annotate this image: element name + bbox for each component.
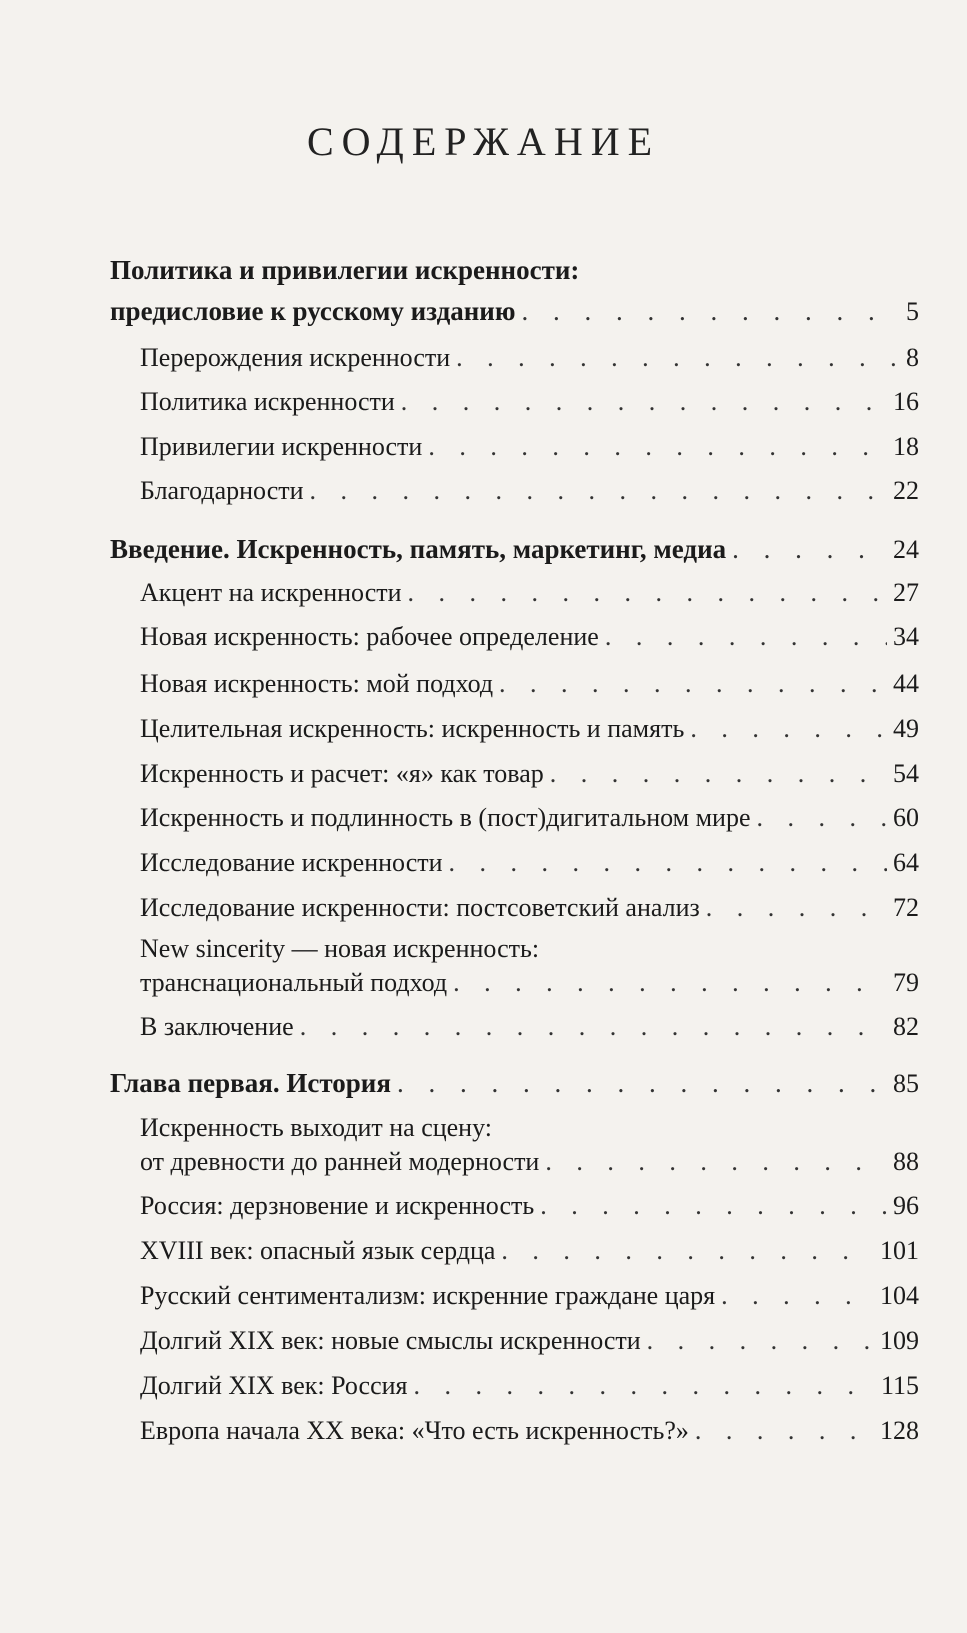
leader-dots: [449, 848, 887, 878]
leader-dots: [690, 714, 887, 744]
toc-page-number: 27: [893, 578, 919, 607]
leader-dots: [414, 1371, 875, 1401]
toc-page-number: 54: [893, 759, 919, 788]
toc-page-number: 79: [893, 968, 919, 997]
toc-entry-title: Привилегии искренности: [140, 432, 423, 461]
leader-dots: [522, 296, 900, 327]
leader-dots: [695, 1416, 874, 1446]
toc-page-number: 16: [893, 387, 919, 416]
toc-page-number: 85: [893, 1069, 919, 1098]
toc-entry: [140, 476, 919, 506]
toc-entry-title: транснациональный подход: [140, 968, 448, 997]
leader-dots: [456, 343, 900, 373]
toc-entry-title: Перерождения искренности: [140, 343, 451, 372]
toc-entry-title: Исследование искренности: постсоветский анализ: [140, 893, 700, 922]
toc-page-number: 18: [893, 432, 919, 461]
toc-entry-title: Русский сентиментализм: искренние граждане царя: [140, 1281, 716, 1310]
toc-entry-title-line1: Искренность выходит на сцену:: [140, 1113, 492, 1142]
toc-entry: [140, 1326, 919, 1356]
toc-entry: [140, 1416, 919, 1446]
toc-page-number: 60: [893, 803, 919, 832]
leader-dots: [428, 432, 887, 462]
toc-page-number: 5: [906, 297, 919, 326]
toc-entry: [140, 343, 919, 373]
toc-entry: [140, 1012, 919, 1042]
page-title: СОДЕРЖАНИЕ: [306, 119, 661, 164]
toc-entry-title: Долгий XIX век: Россия: [140, 1371, 408, 1400]
leader-dots: [706, 893, 887, 923]
toc-entry-title: Искренность и расчет: «я» как товар: [140, 759, 544, 788]
toc-entry-title-line1: New sincerity — новая искренность:: [140, 934, 540, 963]
toc-entry: [140, 387, 919, 417]
toc-entry: [140, 669, 919, 699]
toc-entry: [140, 432, 919, 462]
leader-dots: [501, 1236, 874, 1266]
toc-page-number: 115: [880, 1371, 919, 1400]
leader-dots: [310, 476, 887, 506]
toc-page-number: 24: [893, 535, 919, 564]
toc-entry-title-line1: Политика и привилегии искренности:: [110, 255, 580, 285]
leader-dots: [499, 669, 887, 699]
toc-entry: [140, 578, 919, 608]
leader-dots: [550, 759, 887, 789]
toc-entry: [140, 622, 919, 652]
toc-page-number: 72: [893, 893, 919, 922]
toc-entry: [110, 1068, 919, 1099]
toc-page-number: 34: [893, 622, 919, 651]
toc-page-number: 96: [893, 1191, 919, 1220]
toc-entry-title: Искренность и подлинность в (пост)дигитальном мире: [140, 803, 751, 832]
toc-page-number: 104: [880, 1281, 919, 1310]
toc-entry-title: Благодарности: [140, 476, 304, 505]
toc-page-number: 8: [906, 343, 919, 372]
toc-page-number: 82: [893, 1012, 919, 1041]
toc-entry-title: Целительная искренность: искренность и память: [140, 714, 685, 743]
toc-page-number: 101: [880, 1236, 919, 1265]
toc-entry-title: Россия: дерзновение и искренность: [140, 1191, 535, 1220]
leader-dots: [401, 387, 887, 417]
toc-entry-title: В заключение: [140, 1012, 294, 1041]
toc-page-number: 44: [893, 669, 919, 698]
toc-entry-title: предисловие к русскому изданию: [110, 296, 516, 326]
toc-entry: [140, 714, 919, 744]
toc-entry: [140, 1371, 919, 1401]
toc-entry: [140, 803, 919, 833]
toc-entry: [140, 759, 919, 789]
toc-entry: [140, 1147, 919, 1177]
toc-entry-title: Долгий XIX век: новые смыслы искренности: [140, 1326, 641, 1355]
leader-dots: [647, 1326, 874, 1356]
toc-entry-title: Европа начала XX века: «Что есть искренность?»: [140, 1416, 689, 1445]
toc-entry: [140, 1191, 919, 1221]
toc-entry-title: Акцент на искренности: [140, 578, 402, 607]
toc-entry: [110, 296, 919, 327]
leader-dots: [408, 578, 887, 608]
toc-entry-title: XVIII век: опасный язык сердца: [140, 1236, 496, 1265]
toc-entry: [140, 1281, 919, 1311]
toc-entry: [140, 968, 919, 998]
toc-page-number: 128: [880, 1416, 919, 1445]
toc-page-number: 64: [893, 848, 919, 877]
toc-entry-title: Введение. Искренность, память, маркетинг, медиа: [110, 534, 727, 564]
leader-dots: [300, 1012, 887, 1042]
toc-entry-title: Исследование искренности: [140, 848, 443, 877]
toc-entry: [140, 848, 919, 878]
toc-page-number: 49: [893, 714, 919, 743]
toc-entry-title: Политика искренности: [140, 387, 395, 416]
toc-page-number: 22: [893, 476, 919, 505]
toc-entry-title: Новая искренность: рабочее определение: [140, 622, 599, 651]
toc-entry: [110, 534, 919, 565]
toc-page-number: 88: [893, 1147, 919, 1176]
leader-dots: [397, 1068, 887, 1099]
toc-entry-title: от древности до ранней модерности: [140, 1147, 540, 1176]
toc-page-number: 109: [880, 1326, 919, 1355]
leader-dots: [605, 622, 887, 652]
leader-dots: [545, 1147, 887, 1177]
leader-dots: [757, 803, 888, 833]
leader-dots: [453, 968, 887, 998]
leader-dots: [732, 534, 887, 565]
toc-entry: [140, 1236, 919, 1266]
toc-entry: [140, 893, 919, 923]
toc-entry-title: Новая искренность: мой подход: [140, 669, 494, 698]
toc-entry-title: Глава первая. История: [110, 1068, 391, 1098]
leader-dots: [540, 1191, 887, 1221]
leader-dots: [721, 1281, 874, 1311]
